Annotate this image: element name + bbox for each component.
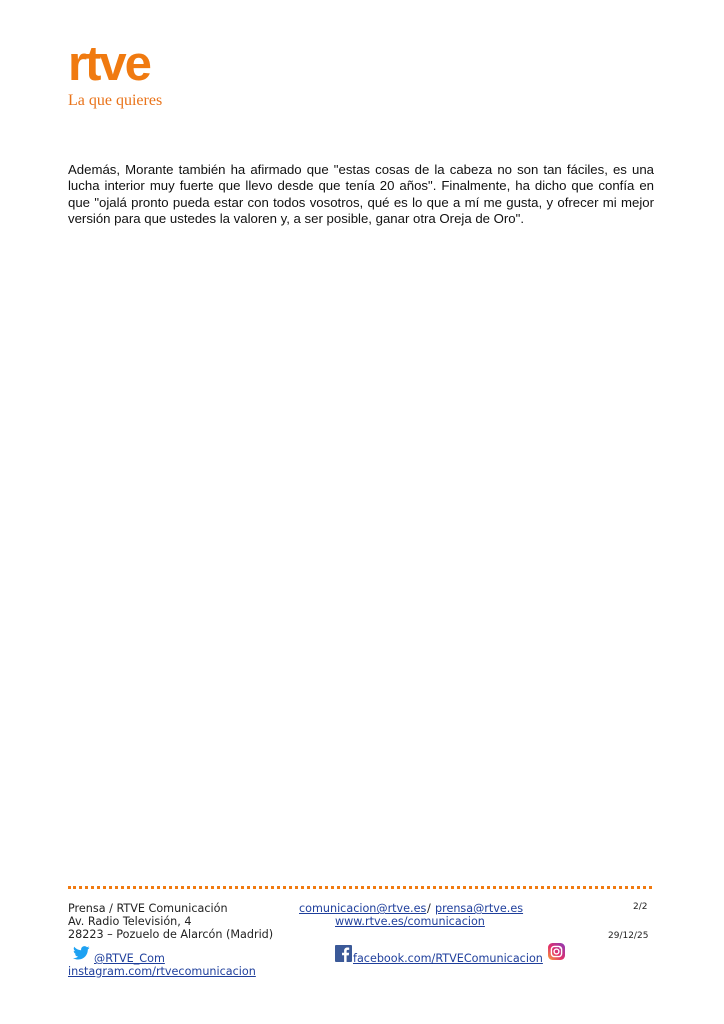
instagram-link[interactable]: instagram.com/rtvecomunicacion [68, 965, 256, 978]
email-comunicacion-link[interactable]: comunicacion@rtve.es [299, 902, 427, 915]
website-link[interactable]: www.rtve.es/comunicacion [335, 915, 485, 928]
facebook-link[interactable]: facebook.com/RTVEComunicacion [353, 952, 543, 965]
facebook-f-icon [335, 945, 352, 962]
footer-address-line3: 28223 – Pozuelo de Alarcón (Madrid) [68, 928, 274, 941]
page-number: 2/2 [633, 902, 648, 912]
email-separator: / [427, 902, 431, 915]
instagram-camera-icon [548, 943, 565, 960]
body-paragraph: Además, Morante también ha afirmado que "estas cosas de la cabeza no son tan fáciles, es una lucha interior muy fuerte que llevo desde que tenía 20 años". Finalmente, ha dicho que confía en que "ojalá pronto pueda estar con todos vosotros, qué es lo que a mí me gusta, y ofrecer mi mejor versión para que ustedes la valoren y, a ser posible, ganar otra Oreja de Oro". [68, 162, 654, 227]
footer-date: 29/12/25 [608, 931, 649, 941]
footer-divider [68, 886, 652, 889]
logo-wordmark: rtve [68, 37, 150, 91]
footer-address-line2: Av. Radio Televisión, 4 [68, 915, 192, 928]
rtve-logo [68, 38, 178, 114]
twitter-bird-icon [73, 946, 90, 960]
footer-address-line1: Prensa / RTVE Comunicación [68, 902, 228, 915]
logo-tagline: La que quieres [68, 92, 163, 109]
email-prensa-link[interactable]: prensa@rtve.es [435, 902, 524, 915]
twitter-link[interactable]: @RTVE_Com [94, 952, 165, 965]
